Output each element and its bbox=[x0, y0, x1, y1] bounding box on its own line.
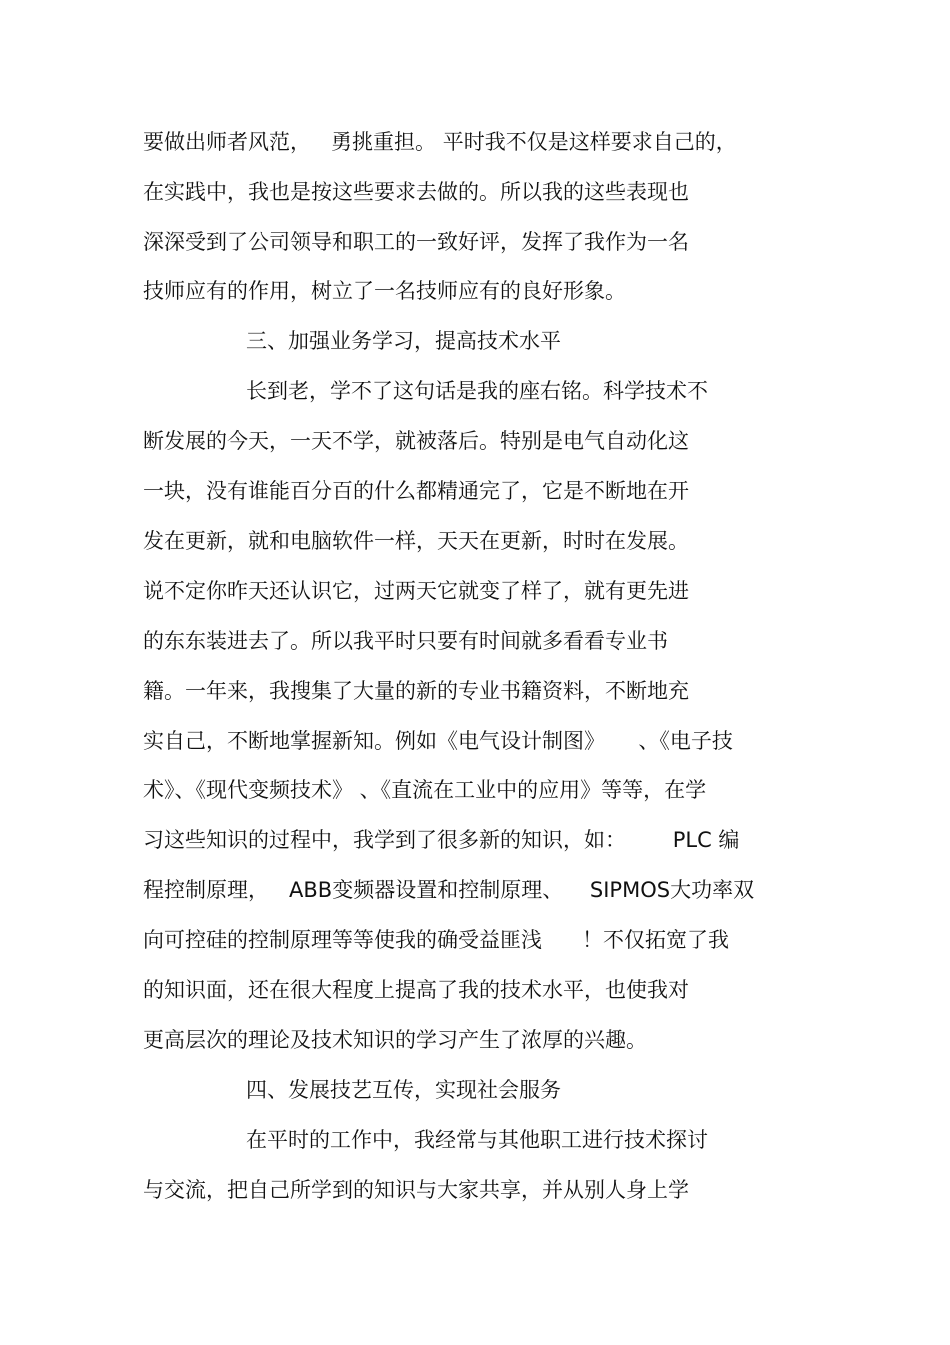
paragraph-line: 断发展的今天，一天不学，就被落后。特别是电气自动化这 bbox=[143, 429, 689, 453]
paragraph-line: 籍。一年来，我搜集了大量的新的专业书籍资料，不断地充 bbox=[143, 679, 689, 703]
paragraph-line: 技师应有的作用，树立了一名技师应有的良好形象。 bbox=[143, 279, 626, 303]
paragraph-line: 程控制原理， ABB变频器设置和控制原理、 SIPMOS大功率双 bbox=[143, 878, 755, 902]
paragraph-line: 要做出师者风范， 勇挑重担。 平时我不仅是这样要求自己的， bbox=[143, 130, 737, 154]
paragraph-line: 一块，没有谁能百分百的什么都精通完了，它是不断地在开 bbox=[143, 479, 689, 503]
section-heading: 三、加强业务学习，提高技术水平 bbox=[246, 329, 561, 353]
paragraph-line: 在实践中，我也是按这些要求去做的。所以我的这些表现也 bbox=[143, 180, 689, 204]
paragraph-line: 更高层次的理论及技术知识的学习产生了浓厚的兴趣。 bbox=[143, 1028, 647, 1052]
paragraph-line: 长到老，学不了这句话是我的座右铭。科学技术不 bbox=[246, 379, 708, 403]
paragraph-line: 习这些知识的过程中，我学到了很多新的知识，如： PLC 编 bbox=[143, 828, 740, 852]
paragraph-line: 说不定你昨天还认识它，过两天它就变了样了，就有更先进 bbox=[143, 579, 689, 603]
paragraph-line: 的知识面，还在很大程度上提高了我的技术水平，也使我对 bbox=[143, 978, 689, 1002]
paragraph-line: 实自己，不断地掌握新知。例如《电气设计制图》 、《电子技 bbox=[143, 729, 733, 753]
paragraph-line: 深深受到了公司领导和职工的一致好评，发挥了我作为一名 bbox=[143, 230, 689, 254]
section-heading: 四、发展技艺互传，实现社会服务 bbox=[246, 1078, 561, 1102]
paragraph-line: 发在更新，就和电脑软件一样，天天在更新，时时在发展。 bbox=[143, 529, 689, 553]
paragraph-line: 的东东装进去了。所以我平时只要有时间就多看看专业书 bbox=[143, 629, 668, 653]
paragraph-line: 术》、《现代变频技术》 、《直流在工业中的应用》等等，在学 bbox=[143, 778, 707, 802]
paragraph-line: 与交流，把自己所学到的知识与大家共享，并从别人身上学 bbox=[143, 1178, 689, 1202]
paragraph-line: 在平时的工作中，我经常与其他职工进行技术探讨 bbox=[246, 1128, 708, 1152]
paragraph-line: 向可控硅的控制原理等等使我的确受益匪浅 ！不仅拓宽了我 bbox=[143, 928, 730, 952]
